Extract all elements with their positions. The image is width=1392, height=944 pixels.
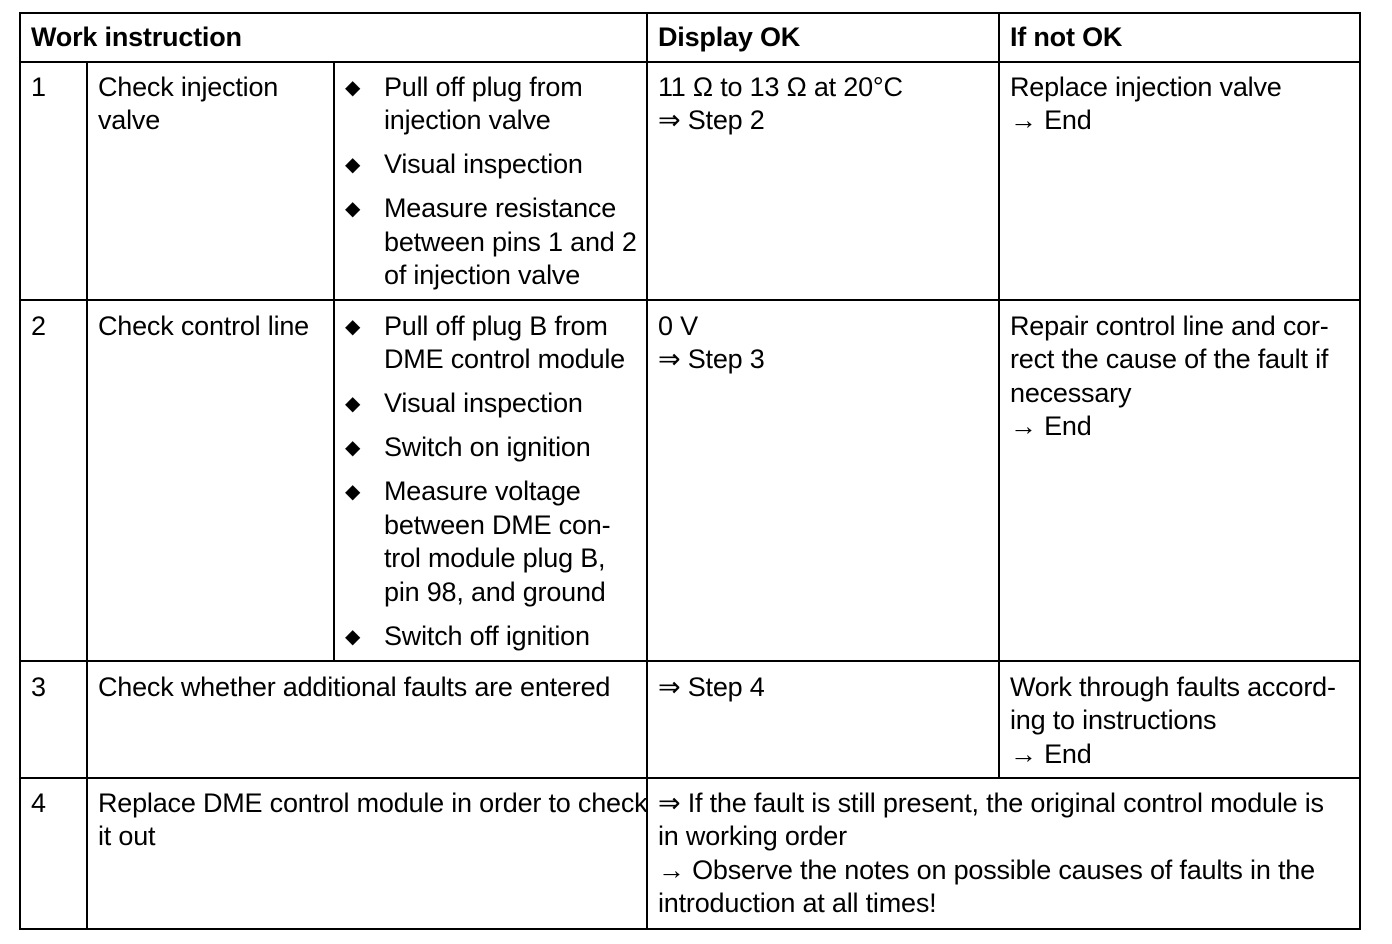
row-2-if-not-ok-line-3: necessary xyxy=(1010,377,1132,408)
row-divider-header xyxy=(19,61,1361,63)
row-3-if-not-ok-line-1: Work through faults accord- xyxy=(1010,672,1336,702)
row-2-step-1-line-2: DME control module xyxy=(384,344,625,375)
row-4-result xyxy=(658,787,1324,921)
row-2-check xyxy=(98,310,309,343)
row-divider-3 xyxy=(19,777,1361,779)
row-4-result-line-2: in working order xyxy=(658,821,847,852)
row-2-if-not-ok xyxy=(1010,310,1329,444)
row-2-step-5-line-1: Switch off ignition xyxy=(384,620,590,651)
row-1-step-3 xyxy=(335,192,637,292)
row-1-if-not-ok-line-2: → End xyxy=(1010,105,1092,136)
row-1-number: 1 xyxy=(31,72,46,102)
row-4-check-line-1: Replace DME control module in order to check xyxy=(98,788,648,818)
row-1-step-1-line-1: Pull off plug from xyxy=(384,72,583,102)
col-divider-number xyxy=(86,61,88,930)
row-2-step-1 xyxy=(335,310,625,377)
row-2-step-4-line-3: trol module plug B, xyxy=(384,543,606,574)
row-2-display-ok-line-1: 0 V xyxy=(658,311,698,341)
row-2-step-2-line-1: Visual inspection xyxy=(384,388,583,419)
row-2-step-5 xyxy=(335,620,625,653)
diamond-bullet-icon: ◆ xyxy=(345,479,361,504)
row-1-step-2-line-1: Visual inspection xyxy=(384,149,583,180)
row-1-check xyxy=(98,71,278,138)
row-1-step-1 xyxy=(335,71,637,138)
row-1-step-3-line-3: of injection valve xyxy=(384,260,581,291)
diamond-bullet-icon: ◆ xyxy=(345,623,361,648)
col-divider-if-not-ok xyxy=(998,12,1000,779)
diamond-bullet-icon: ◆ xyxy=(345,314,361,338)
row-2-if-not-ok-line-1: Repair control line and cor- xyxy=(1010,311,1329,341)
row-2-if-not-ok-line-4: → End xyxy=(1010,411,1092,442)
row-1-display-ok xyxy=(658,71,903,138)
row-3-number: 3 xyxy=(31,672,46,702)
row-4-number: 4 xyxy=(31,788,46,818)
row-2-step-3-line-1: Switch on ignition xyxy=(384,432,591,463)
row-3-check xyxy=(98,671,610,704)
header-work-instruction: Work instruction xyxy=(31,22,242,52)
row-1-steps-list xyxy=(335,71,637,293)
row-3-if-not-ok-line-3: → End xyxy=(1010,738,1092,769)
diamond-bullet-icon: ◆ xyxy=(345,75,361,99)
diamond-bullet-icon: ◆ xyxy=(345,196,361,221)
row-4-result-line-4: introduction at all times! xyxy=(658,888,937,919)
row-2-step-4-line-2: between DME con- xyxy=(384,509,611,540)
row-1-step-2 xyxy=(335,148,637,181)
row-1-check-line-2: valve xyxy=(98,105,161,136)
row-1-if-not-ok-line-1: Replace injection valve xyxy=(1010,72,1282,102)
row-divider-2 xyxy=(19,660,1361,662)
row-4-result-line-3: → Observe the notes on possible causes of faults in the xyxy=(658,854,1315,885)
row-3-check-line-1: Check whether additional faults are entered xyxy=(98,672,611,702)
row-2-steps-list xyxy=(335,310,625,653)
row-2-step-4 xyxy=(335,475,625,609)
row-2-number: 2 xyxy=(31,311,46,341)
diamond-bullet-icon: ◆ xyxy=(345,435,361,460)
diamond-bullet-icon: ◆ xyxy=(345,152,361,177)
row-3-if-not-ok xyxy=(1010,671,1336,771)
row-2-display-ok-line-2: ⇒ Step 3 xyxy=(658,344,765,375)
row-1-display-ok-line-2: ⇒ Step 2 xyxy=(658,105,765,136)
row-2-display-ok xyxy=(658,310,765,377)
row-1-display-ok-line-1: 11 Ω to 13 Ω at 20°C xyxy=(658,72,903,102)
header-display-ok: Display OK xyxy=(658,22,801,52)
row-1-step-3-line-2: between pins 1 and 2 xyxy=(384,226,637,257)
row-4-check xyxy=(98,787,647,854)
row-1-check-line-1: Check injection xyxy=(98,72,279,102)
row-2-if-not-ok-line-2: rect the cause of the fault if xyxy=(1010,344,1329,375)
row-2-step-4-line-4: pin 98, and ground xyxy=(384,576,606,607)
row-4-check-line-2: it out xyxy=(98,821,156,852)
row-3-if-not-ok-line-2: ing to instructions xyxy=(1010,705,1217,736)
row-2-step-2 xyxy=(335,387,625,420)
row-divider-1 xyxy=(19,299,1361,301)
row-3-display-ok xyxy=(658,671,765,704)
row-2-step-3 xyxy=(335,431,625,464)
row-1-if-not-ok xyxy=(1010,71,1282,138)
row-1-step-1-line-2: injection valve xyxy=(384,105,551,136)
row-2-step-1-line-1: Pull off plug B from xyxy=(384,311,608,341)
row-4-result-line-1: ⇒ If the fault is still present, the original control module is xyxy=(658,788,1324,818)
row-2-check-line-1: Check control line xyxy=(98,311,310,341)
header-if-not-ok: If not OK xyxy=(1010,22,1123,52)
diamond-bullet-icon: ◆ xyxy=(345,391,361,416)
row-2-step-4-line-1: Measure voltage xyxy=(384,476,581,507)
row-3-display-ok-line-1: ⇒ Step 4 xyxy=(658,672,765,702)
row-1-step-3-line-1: Measure resistance xyxy=(384,193,617,224)
